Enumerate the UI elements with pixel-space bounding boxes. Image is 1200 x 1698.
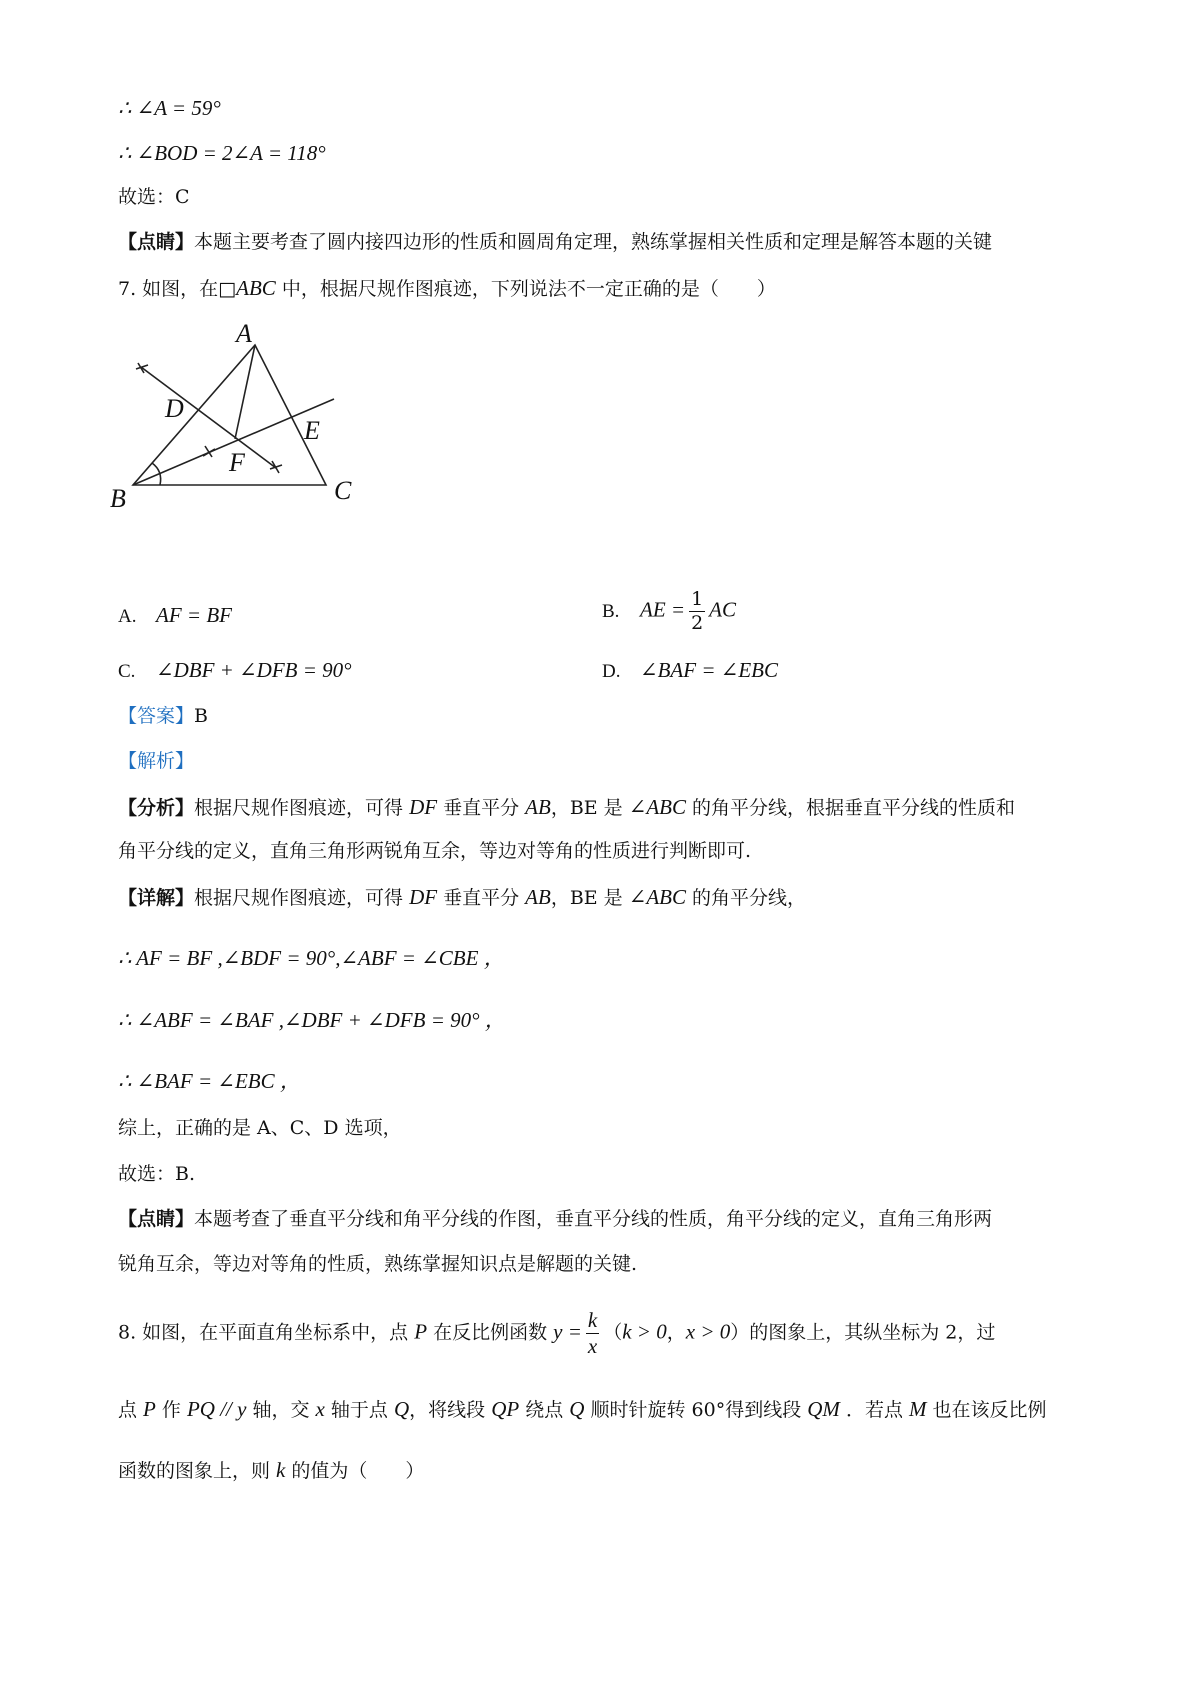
q8-text: 作 xyxy=(155,1399,187,1421)
q8-text: ）的图象上，其纵坐标为 2，过 xyxy=(730,1321,996,1344)
q6-choice: 故选：C xyxy=(118,186,190,208)
analysis-tag: 【解析】 xyxy=(118,750,195,772)
answer-tag: 【答案】 xyxy=(118,705,195,727)
q8-line-1 xyxy=(118,1310,995,1357)
q6-review xyxy=(118,233,992,252)
fenxi-line-1 xyxy=(118,797,1015,818)
label-a: A xyxy=(236,319,252,348)
q7-stem-rest: 中，根据尺规作图痕迹，下列说法不一定正确的是（ ） xyxy=(275,278,776,300)
step-3 xyxy=(118,1071,301,1092)
q8-text: 函数的图象上，则 xyxy=(118,1460,277,1482)
math-ab: AB xyxy=(525,885,551,909)
option-b[interactable] xyxy=(602,590,736,633)
triangle-glyph: □ xyxy=(218,278,237,300)
q8-text: 轴于点 xyxy=(324,1399,394,1421)
fenxi-text: 的角平分线，根据垂直平分线的性质和 xyxy=(686,797,1016,819)
review-tag: 【点睛】 xyxy=(118,231,195,253)
q8-text: 点 xyxy=(118,1399,144,1421)
proof-line-1 xyxy=(118,98,221,119)
math-angle-abc: ∠ABC xyxy=(628,795,686,819)
step-2-text: ∴ ∠ABF = ∠BAF ,∠DBF + ∠DFB = 90° ， xyxy=(118,1008,506,1032)
q8-text: 顺时针旋转 60°得到线段 xyxy=(584,1399,808,1421)
math-x-positive: x > 0 xyxy=(685,1319,731,1344)
option-a-label: A. xyxy=(118,606,137,627)
q8-text: ， xyxy=(666,1321,686,1344)
q8-line-3 xyxy=(118,1460,424,1481)
label-e: E xyxy=(304,416,320,445)
angle-a-equation: ∴ ∠A = 59° xyxy=(118,96,221,120)
fraction-numerator: 1 xyxy=(691,588,704,610)
math-p: P xyxy=(414,1319,428,1344)
review-text: 锐角互余，等边对等角的性质，熟练掌握知识点是解题的关键. xyxy=(118,1253,638,1275)
q8-line-2 xyxy=(118,1399,1047,1420)
summary-line xyxy=(118,1119,402,1138)
angle-arc xyxy=(152,463,161,485)
q8-text: 在反比例函数 xyxy=(427,1321,554,1344)
q8-text: ，将线段 xyxy=(409,1399,492,1421)
option-b-label: B. xyxy=(602,600,620,622)
q8-text: 8. 如图，在平面直角坐标系中，点 xyxy=(118,1321,415,1344)
math-p: P xyxy=(143,1397,156,1421)
option-a-text: AF = BF xyxy=(156,603,232,627)
review-text: 本题主要考查了圆内接四边形的性质和圆周角定理，熟练掌握相关性质和定理是解答本题的关键 xyxy=(194,231,993,253)
step-3-text: ∴ ∠BAF = ∠EBC ， xyxy=(118,1069,301,1093)
angle-bod-equation: ∴ ∠BOD = 2∠A = 118° xyxy=(118,141,326,165)
fraction-k-over-x xyxy=(586,1310,599,1357)
q8-text: ．若点 xyxy=(839,1399,910,1421)
fraction-numerator: k xyxy=(587,1308,598,1332)
math-qm: QM xyxy=(807,1397,840,1421)
math-df: DF xyxy=(409,795,438,819)
label-b: B xyxy=(110,484,126,513)
step-1 xyxy=(118,948,505,969)
math-ab: AB xyxy=(525,795,551,819)
fenxi-text: 根据尺规作图痕迹，可得 xyxy=(194,797,410,819)
fenxi-text: ，BE 是 xyxy=(550,797,629,819)
option-c-text: ∠DBF + ∠DFB = 90° xyxy=(156,658,352,682)
choose-line xyxy=(118,1165,195,1184)
xiangjie-text: ，BE 是 xyxy=(550,887,629,909)
step-2 xyxy=(118,1010,506,1031)
xiangjie-text: 根据尺规作图痕迹，可得 xyxy=(194,887,410,909)
math-k-positive: k > 0 xyxy=(622,1319,667,1344)
choice-line-q6 xyxy=(118,188,190,207)
option-d-text: ∠BAF = ∠EBC xyxy=(640,658,779,682)
q7-stem xyxy=(118,278,776,299)
option-c[interactable] xyxy=(118,660,352,681)
option-d[interactable] xyxy=(602,660,778,681)
fenxi-line-2 xyxy=(118,842,751,861)
math-q: Q xyxy=(569,1397,585,1421)
xiangjie-text: 垂直平分 xyxy=(437,887,526,909)
math-y-equals: y = xyxy=(553,1319,582,1344)
option-c-label: C. xyxy=(118,661,136,682)
segment-af xyxy=(235,345,255,439)
xiangjie-text: 的角平分线， xyxy=(686,887,807,909)
q7-number: 7. 如图，在 xyxy=(118,278,219,300)
option-b-rhs: AC xyxy=(709,597,737,622)
xiangjie-tag: 【详解】 xyxy=(118,887,195,909)
q7-review-2 xyxy=(118,1255,637,1274)
fenxi-text: 角平分线的定义，直角三角形两锐角互余，等边对等角的性质进行判断即可. xyxy=(118,840,752,862)
label-d: D xyxy=(165,394,184,423)
q8-text: 绕点 xyxy=(519,1399,570,1421)
math-k: k xyxy=(276,1458,286,1482)
option-b-lhs: AE = xyxy=(640,597,686,622)
arc-mark xyxy=(203,449,215,456)
fraction-denominator: x xyxy=(587,1334,598,1358)
math-df: DF xyxy=(409,885,438,909)
proof-line-2 xyxy=(118,143,326,164)
option-a[interactable] xyxy=(118,605,232,626)
math-qp: QP xyxy=(491,1397,520,1421)
math-pq-parallel-y: PQ // y xyxy=(186,1397,247,1421)
label-f: F xyxy=(229,448,245,477)
math-m: M xyxy=(909,1397,927,1421)
fraction-one-half xyxy=(689,590,705,633)
analysis-heading xyxy=(118,752,194,771)
q8-text: 的值为（ ） xyxy=(285,1460,425,1482)
fenxi-tag: 【分析】 xyxy=(118,797,195,819)
math-q: Q xyxy=(393,1397,410,1421)
review-tag: 【点睛】 xyxy=(118,1208,195,1230)
triangle-name: ABC xyxy=(236,276,276,300)
label-c: C xyxy=(334,476,352,505)
q8-text: 轴，交 xyxy=(246,1399,316,1421)
step-1-text: ∴ AF = BF ,∠BDF = 90°,∠ABF = ∠CBE ， xyxy=(118,946,505,970)
choose-text: 故选：B. xyxy=(118,1163,196,1185)
answer-value: B xyxy=(194,705,208,727)
fenxi-text: 垂直平分 xyxy=(437,797,526,819)
xiangjie-line-1 xyxy=(118,887,806,908)
math-x: x xyxy=(315,1397,325,1421)
q7-review-1 xyxy=(118,1210,992,1229)
option-d-label: D. xyxy=(602,661,621,682)
fraction-denominator: 2 xyxy=(691,612,704,634)
review-text: 本题考查了垂直平分线和角平分线的作图，垂直平分线的性质，角平分线的定义，直角三角形两 xyxy=(194,1208,993,1230)
answer-line xyxy=(118,707,208,726)
math-angle-abc: ∠ABC xyxy=(628,885,686,909)
q8-text: 也在该反比例 xyxy=(926,1399,1047,1421)
summary-text: 综上，正确的是 A、C、D 选项， xyxy=(118,1117,402,1139)
triangle-construction-figure xyxy=(108,319,368,515)
q8-text: （ xyxy=(603,1321,623,1344)
